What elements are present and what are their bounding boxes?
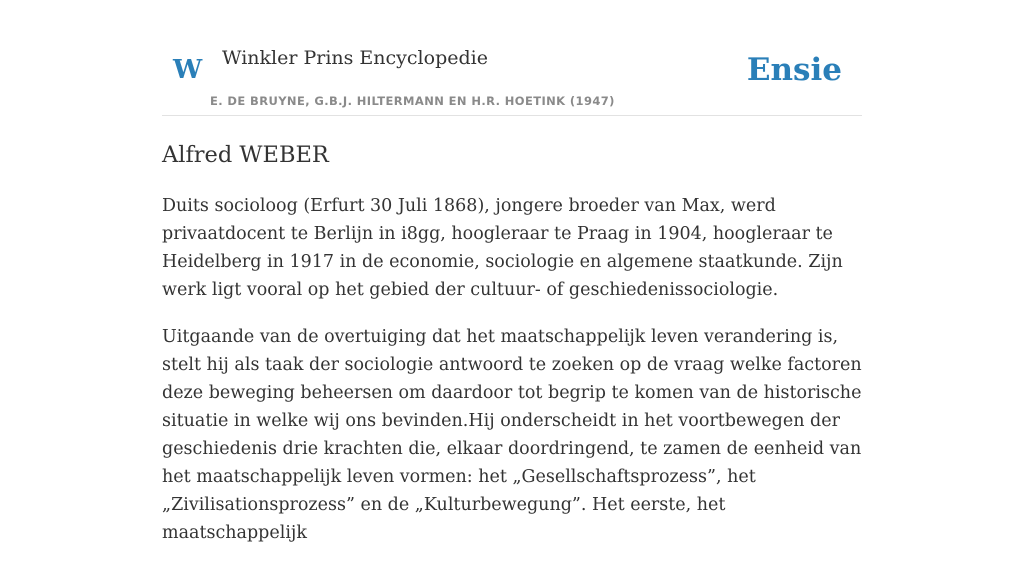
- ensie-logo-link[interactable]: Ensie: [746, 52, 842, 88]
- article-paragraph: Uitgaande van de overtuiging dat het maatschappelijk leven verandering is, stelt hij als taak der sociologie antwoord te zoeken op de vraag welke factoren deze beweging beheersen om daardoor tot begrip te komen van de historische situatie in welke wij ons bevinden.Hij onderscheidt in het voortbewegen der geschiedenis drie krachten die, elkaar doordringend, te zamen de eenheid van het maatschappelijk leven vormen: het „Gesellschaftsprozess”, het „Zivilisationsprozess” en de „Kulturbewegung”. Het eerste, het maatschappelijk: [162, 327, 862, 543]
- article-title: Alfred WEBER: [162, 142, 329, 168]
- article-body: [162, 192, 862, 566]
- publication-title[interactable]: Winkler Prins Encyclopedie: [222, 47, 488, 69]
- publication-logo-icon[interactable]: W: [173, 55, 203, 85]
- article-paragraph: Duits socioloog (Erfurt 30 Juli 1868), jongere broeder van Max, werd privaatdocent te Berlijn in i8gg, hoogleraar te Praag in 1904, hoogleraar te Heidelberg in 1917 in de economie, sociologie en algemene staatkunde. Zijn werk ligt vooral op het gebied der cultuur- of geschiedenissociologie.: [162, 196, 843, 300]
- publication-authors: E. DE BRUYNE, G.B.J. HILTERMANN EN H.R. HOETINK (1947): [210, 94, 615, 108]
- header-divider: [162, 115, 862, 116]
